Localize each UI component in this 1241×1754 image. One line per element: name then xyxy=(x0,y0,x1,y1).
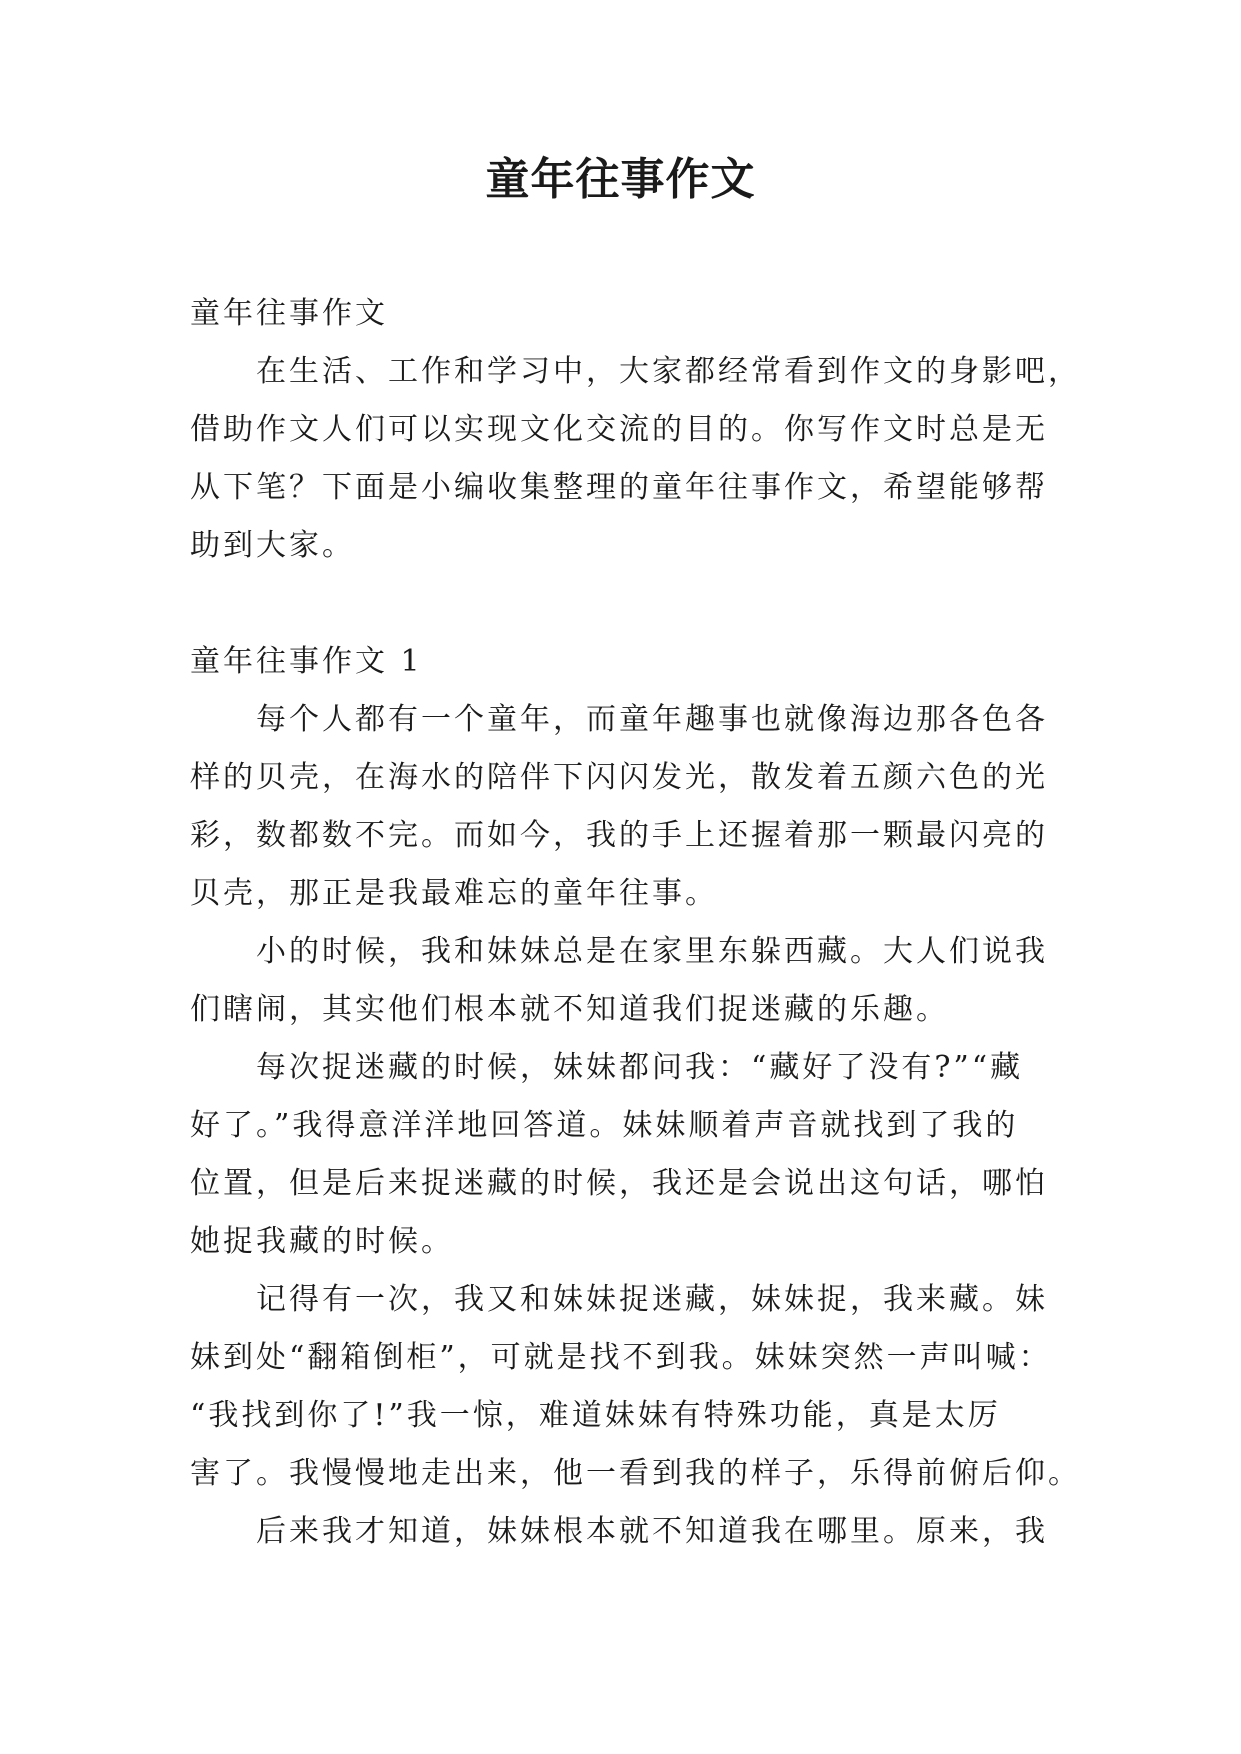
paragraph-line: 妹到处“翻箱倒柜”，可就是找不到我。妹妹突然一声叫喊： xyxy=(190,1340,1052,1375)
paragraph-line: 贝壳，那正是我最难忘的童年往事。 xyxy=(190,876,718,911)
paragraph-line: 在生活、工作和学习中，大家都经常看到作文的身影吧， xyxy=(256,354,1081,389)
paragraph-gap xyxy=(190,575,1070,633)
paragraph-line: 害了。我慢慢地走出来，他一看到我的样子，乐得前俯后仰。 xyxy=(190,1456,1081,1491)
paragraph-line: 彩，数都数不完。而如今，我的手上还握着那一颗最闪亮的 xyxy=(190,818,1048,853)
paragraph-line: 好了。”我得意洋洋地回答道。妹妹顺着声音就找到了我的 xyxy=(190,1108,1019,1143)
paragraph-line: 后来我才知道，妹妹根本就不知道我在哪里。原来，我 xyxy=(256,1514,1048,1549)
paragraph-line: 借助作文人们可以实现文化交流的目的。你写作文时总是无 xyxy=(190,412,1048,447)
section-heading: 童年往事作文 xyxy=(190,296,388,331)
paragraph-line: 样的贝壳，在海水的陪伴下闪闪发光，散发着五颜六色的光 xyxy=(190,760,1048,795)
paragraph-line: 从下笔？下面是小编收集整理的童年往事作文，希望能够帮 xyxy=(190,470,1048,505)
paragraph-line: 小的时候，我和妹妹总是在家里东躲西藏。大人们说我 xyxy=(256,934,1048,969)
paragraph-line: 每次捉迷藏的时候，妹妹都问我：“藏好了没有?”“藏 xyxy=(256,1050,1024,1085)
paragraph-line: 她捉我藏的时候。 xyxy=(190,1224,454,1259)
paragraph-line: 助到大家。 xyxy=(190,528,355,563)
section-heading: 童年往事作文 1 xyxy=(190,644,423,679)
paragraph-line: 位置，但是后来捉迷藏的时候，我还是会说出这句话，哪怕 xyxy=(190,1166,1048,1201)
document-title: 童年往事作文 xyxy=(485,154,756,205)
paragraph-line: “我找到你了!”我一惊，难道妹妹有特殊功能，真是太厉 xyxy=(190,1398,1001,1433)
paragraph-line: 们瞎闹，其实他们根本就不知道我们捉迷藏的乐趣。 xyxy=(190,992,949,1027)
document-body xyxy=(190,285,1081,1561)
paragraph-line: 每个人都有一个童年，而童年趣事也就像海边那各色各 xyxy=(256,702,1048,737)
paragraph-line: 记得有一次，我又和妹妹捉迷藏，妹妹捉，我来藏。妹 xyxy=(256,1282,1048,1317)
